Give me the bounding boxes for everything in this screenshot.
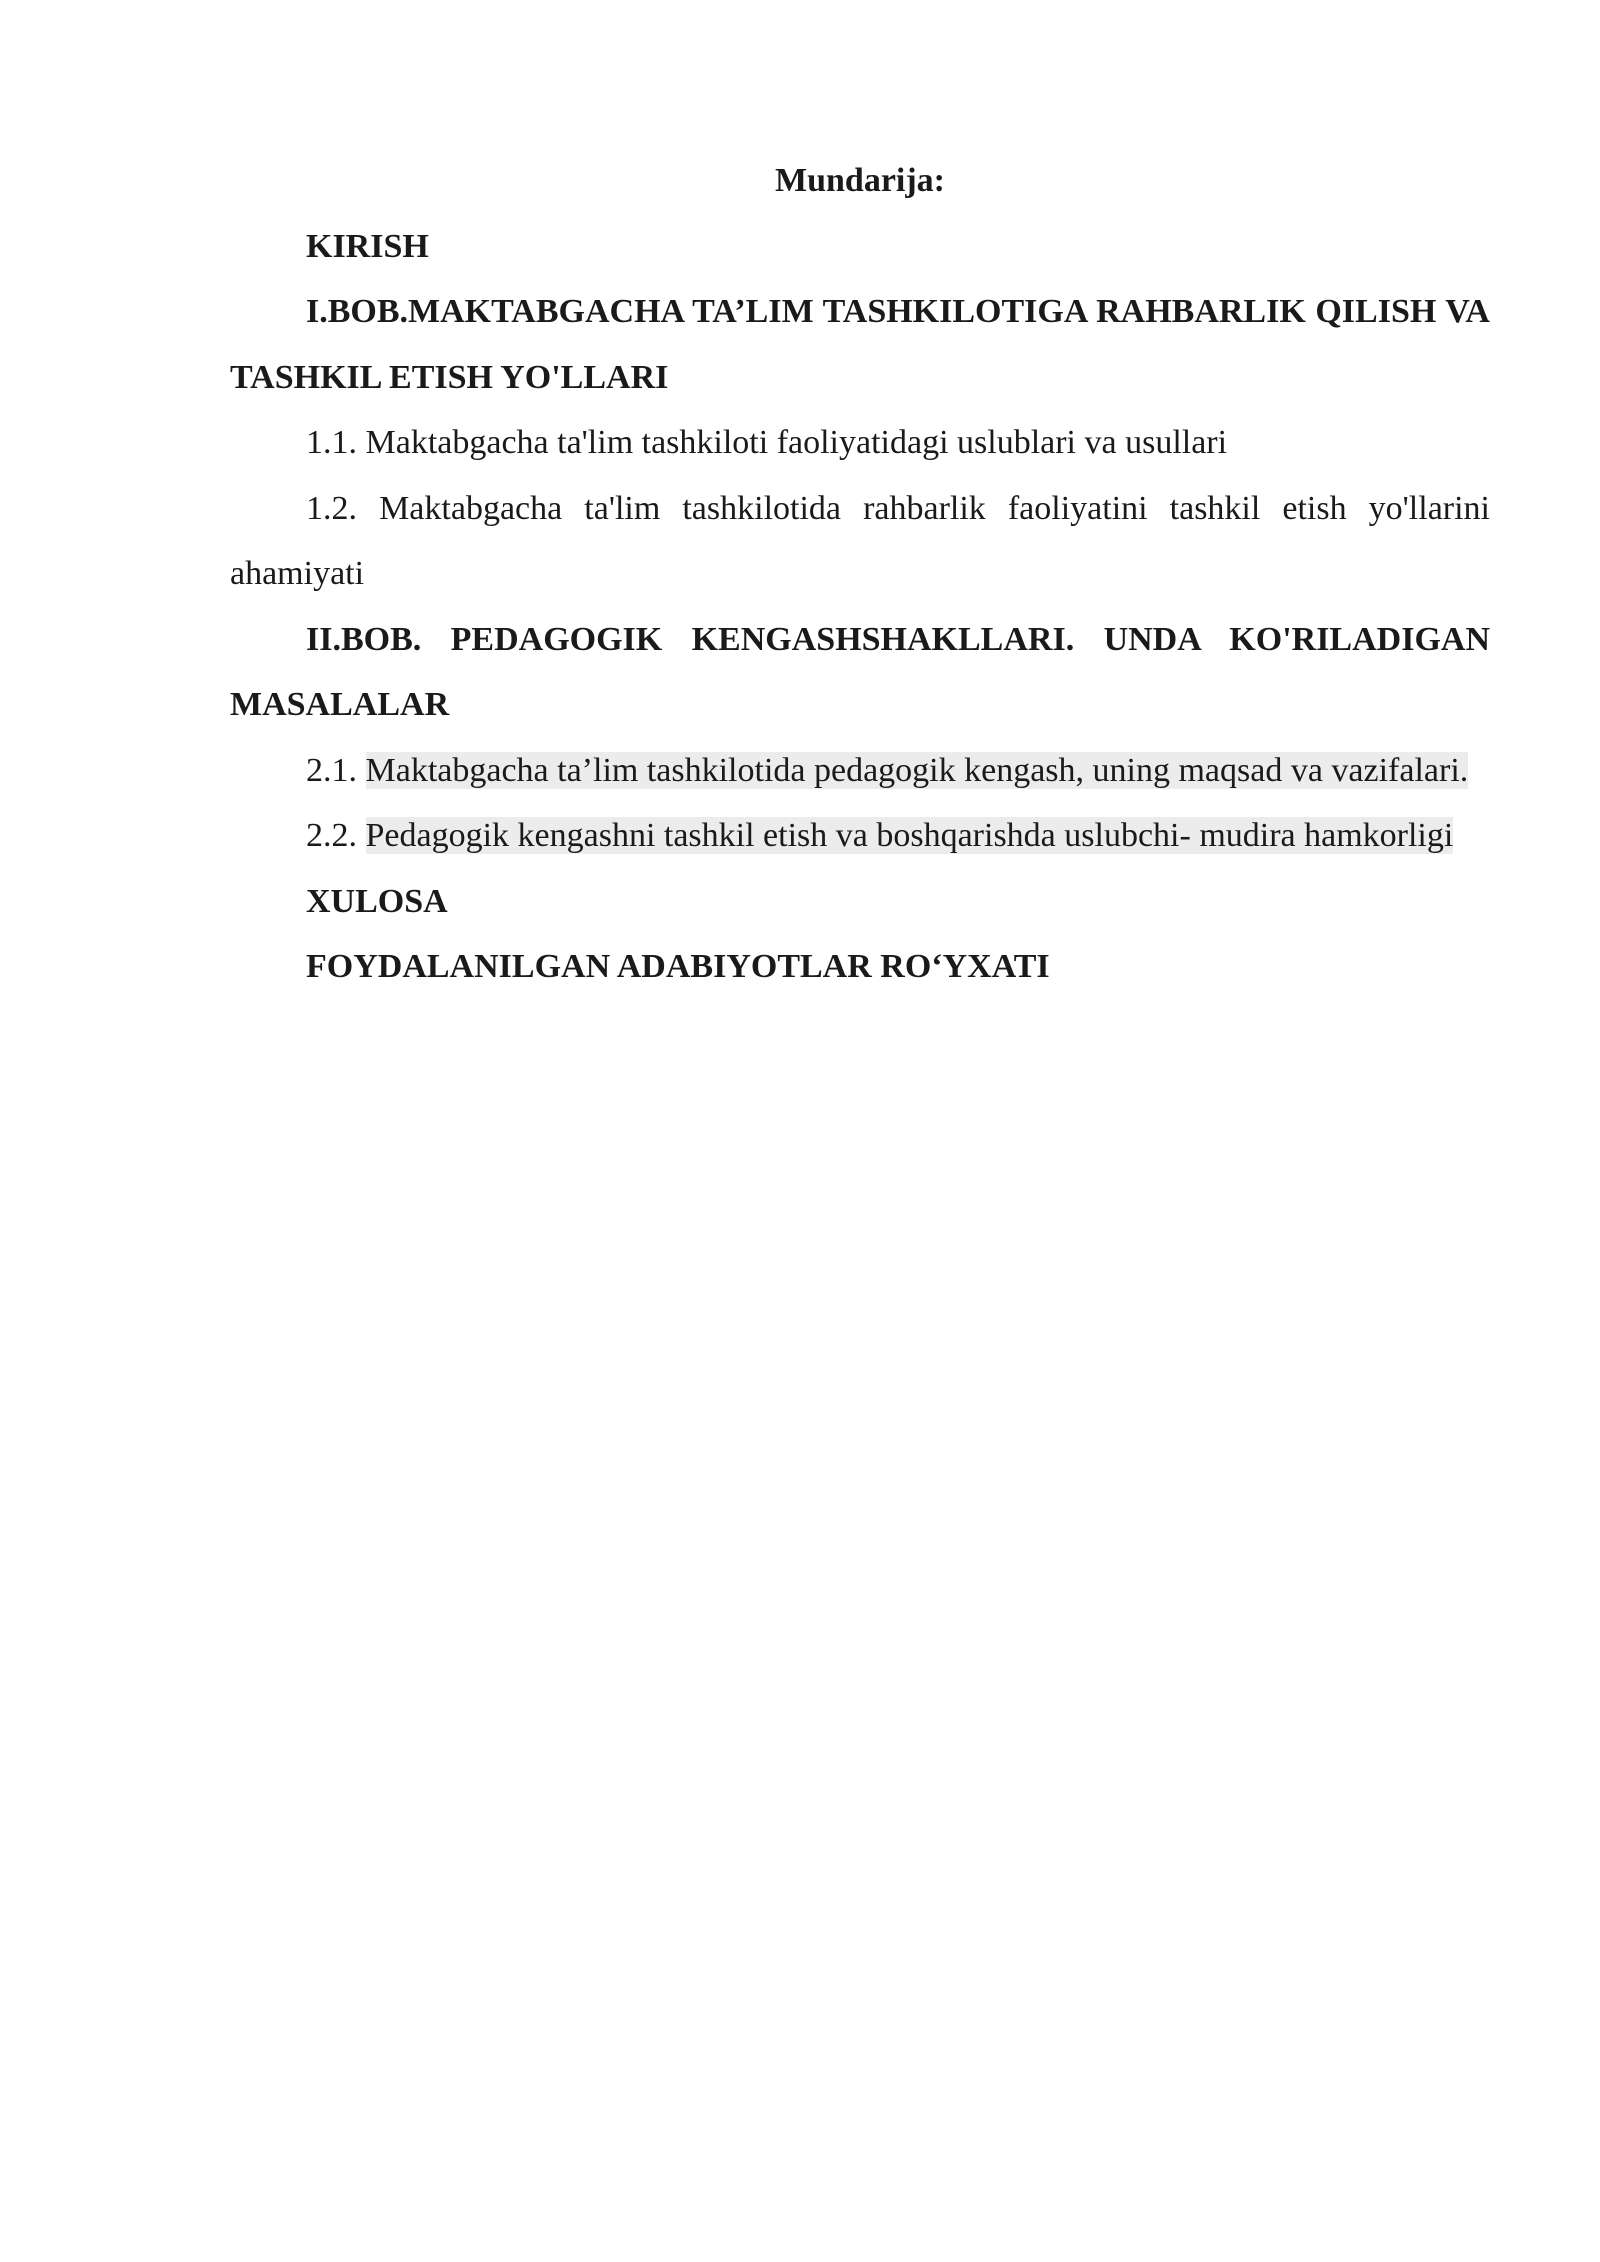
toc-title: Mundarija: xyxy=(775,162,945,199)
toc-entry-conclusion: XULOSA xyxy=(306,882,448,920)
toc-entry-intro: KIRISH xyxy=(306,227,429,265)
toc-section-text: Maktabgacha ta'lim tashkiloti faoliyatidagi uslublari va usullari xyxy=(365,424,1228,461)
toc-entry-section-2-2 xyxy=(230,803,1490,869)
toc-section-number: 1.2. xyxy=(306,489,357,527)
toc-section-number: 2.2. xyxy=(306,817,357,854)
table-of-contents xyxy=(230,148,1490,1000)
toc-entry-section-1-1 xyxy=(230,410,1490,476)
toc-section-text-highlighted: Pedagogik kengashni tashkil etish va boshqarishda uslubchi- mudira hamkorligi xyxy=(365,817,1454,854)
toc-entry-section-2-1 xyxy=(230,738,1490,804)
toc-entry-chapter-2: II.BOB. PEDAGOGIK KENGASHSHAKLLARI. UNDA KO'RILADIGAN MASALALAR xyxy=(230,620,1490,723)
toc-section-text-highlighted: Maktabgacha ta’lim tashkilotida pedagogik kengash, uning maqsad va vazifalari. xyxy=(365,751,1469,789)
toc-entry-references: FOYDALANILGAN ADABIYOTLAR RO‘YXATI xyxy=(306,948,1050,985)
toc-entry-chapter-1: I.BOB.MAKTABGACHA TA’LIM TASHKILOTIGA RAHBARLIK QILISH VA TASHKIL ETISH YO'LLARI xyxy=(230,293,1490,396)
toc-entry-section-1-2 xyxy=(230,476,1490,607)
toc-section-text: Maktabgacha ta'lim tashkilotida rahbarlik faoliyatini tashkil etish yo'llarini ahamiyati xyxy=(230,489,1491,592)
toc-section-number: 1.1. xyxy=(306,424,357,461)
toc-section-number: 2.1. xyxy=(306,751,357,789)
